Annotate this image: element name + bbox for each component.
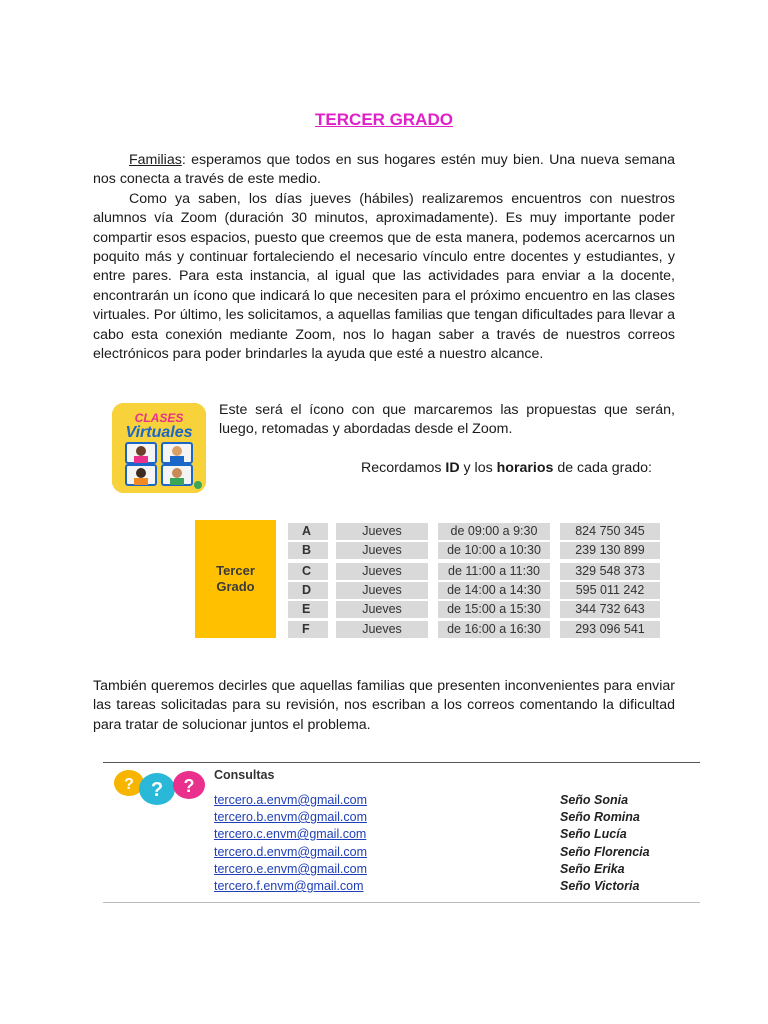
zoom-id-cell: 595 011 242	[560, 582, 660, 599]
icon-title-line2: Virtuales	[125, 424, 193, 441]
teacher-name: Seño Lucía	[560, 827, 627, 841]
intro-paragraphs	[93, 151, 675, 364]
teacher-name: Seño Erika	[560, 862, 625, 876]
time-cell: de 11:00 a 11:30	[438, 563, 550, 580]
contact-row	[214, 879, 684, 896]
email-link[interactable]: tercero.f.envm@gmail.com	[214, 879, 364, 893]
zoom-id-cell: 239 130 899	[560, 542, 660, 559]
section-cell: F	[288, 621, 328, 638]
day-cell: Jueves	[336, 582, 428, 599]
horarios-label: horarios	[496, 460, 554, 476]
time-cell: de 14:00 a 14:30	[438, 582, 550, 599]
day-cell: Jueves	[336, 542, 428, 559]
icon-caption: Este será el ícono con que marcaremos las propuestas que serán, luego, retomadas y abordadas desde el Zoom.	[219, 402, 675, 438]
homework-paragraph: También queremos decirles que aquellas familias que presenten inconvenientes para enviar las tareas solicitadas para su revisión, nos escriban a los correos comentando la dificultad para tratar de solucionar juntos el problema.	[93, 678, 675, 733]
time-cell: de 10:00 a 10:30	[438, 542, 550, 559]
email-link[interactable]: tercero.b.envm@gmail.com	[214, 810, 368, 824]
day-cell: Jueves	[336, 621, 428, 638]
teacher-name: Seño Sonia	[560, 793, 629, 807]
contact-row	[214, 862, 684, 879]
zoom-id-cell: 329 548 373	[560, 563, 660, 580]
section-cell: A	[288, 523, 328, 540]
page-title: TERCER GRADO	[315, 110, 453, 129]
time-cell: de 15:00 a 15:30	[438, 601, 550, 618]
zoom-id-cell: 824 750 345	[560, 523, 660, 540]
day-cell: Jueves	[336, 563, 428, 580]
svg-text:?: ?	[150, 779, 164, 801]
contacts-title: Consultas	[214, 768, 275, 782]
icon-title-line1: CLASES	[134, 411, 184, 425]
contact-row	[214, 810, 684, 827]
section-cell: D	[288, 582, 328, 599]
id-label: ID	[445, 460, 460, 476]
svg-text:?: ?	[124, 776, 134, 793]
zoom-id-cell: 344 732 643	[560, 601, 660, 618]
email-link[interactable]: tercero.a.envm@gmail.com	[214, 793, 368, 807]
teacher-name: Seño Romina	[560, 810, 640, 824]
zoom-paragraph: Como ya saben, los días jueves (hábiles) realizaremos encuentros con nuestros alumnos vía Zoom (duración 30 minutos, aproximadamente). Es muy importante poder compartir esos espacios, puesto que creemos que de esta manera, podemos acercarnos un poquito más y continuar fortaleciendo el necesario vínculo entre docentes y estudiantes, y entre pares. Para esta instancia, al igual que las actividades para enviar a la docente, encontrarán un ícono que indicará lo que necesiten para el próximo encuentro en las clases virtuales. Por último, les solicitamos, a aquellas familias que tengan dificultades para llevar a cabo esta conexión mediante Zoom, nos lo hagan saber a través de nuestros correos electrónicos para poder brindarles la ayuda que esté a nuestro alcance.	[93, 190, 675, 363]
contact-row	[214, 793, 684, 810]
contact-row	[214, 845, 684, 862]
email-link[interactable]: tercero.e.envm@gmail.com	[214, 862, 368, 876]
day-cell: Jueves	[336, 601, 428, 618]
svg-text:?: ?	[183, 776, 195, 796]
day-cell: Jueves	[336, 523, 428, 540]
email-link[interactable]: tercero.d.envm@gmail.com	[214, 845, 368, 859]
teacher-name: Seño Florencia	[560, 845, 650, 859]
teacher-name: Seño Victoria	[560, 879, 640, 893]
families-label: Familias	[129, 152, 182, 168]
grade-label: Tercer Grado	[195, 520, 276, 638]
intro-text: : esperamos que todos en sus hogares estén muy bien. Una nueva semana nos conecta a través de este medio.	[93, 152, 675, 188]
time-cell: de 09:00 a 9:30	[438, 523, 550, 540]
zoom-id-cell: 293 096 541	[560, 621, 660, 638]
zoom-schedule-table	[195, 520, 665, 640]
email-link[interactable]: tercero.c.envm@gmail.com	[214, 827, 367, 841]
section-cell: B	[288, 542, 328, 559]
contacts-panel	[103, 762, 700, 903]
question-bubbles-icon	[111, 767, 207, 811]
schedule-intro: Recordamos ID y los horarios de cada grado:	[361, 460, 652, 476]
section-cell: C	[288, 563, 328, 580]
section-cell: E	[288, 601, 328, 618]
contact-row	[214, 827, 684, 844]
virtual-classes-icon	[112, 403, 206, 493]
time-cell: de 16:00 a 16:30	[438, 621, 550, 638]
